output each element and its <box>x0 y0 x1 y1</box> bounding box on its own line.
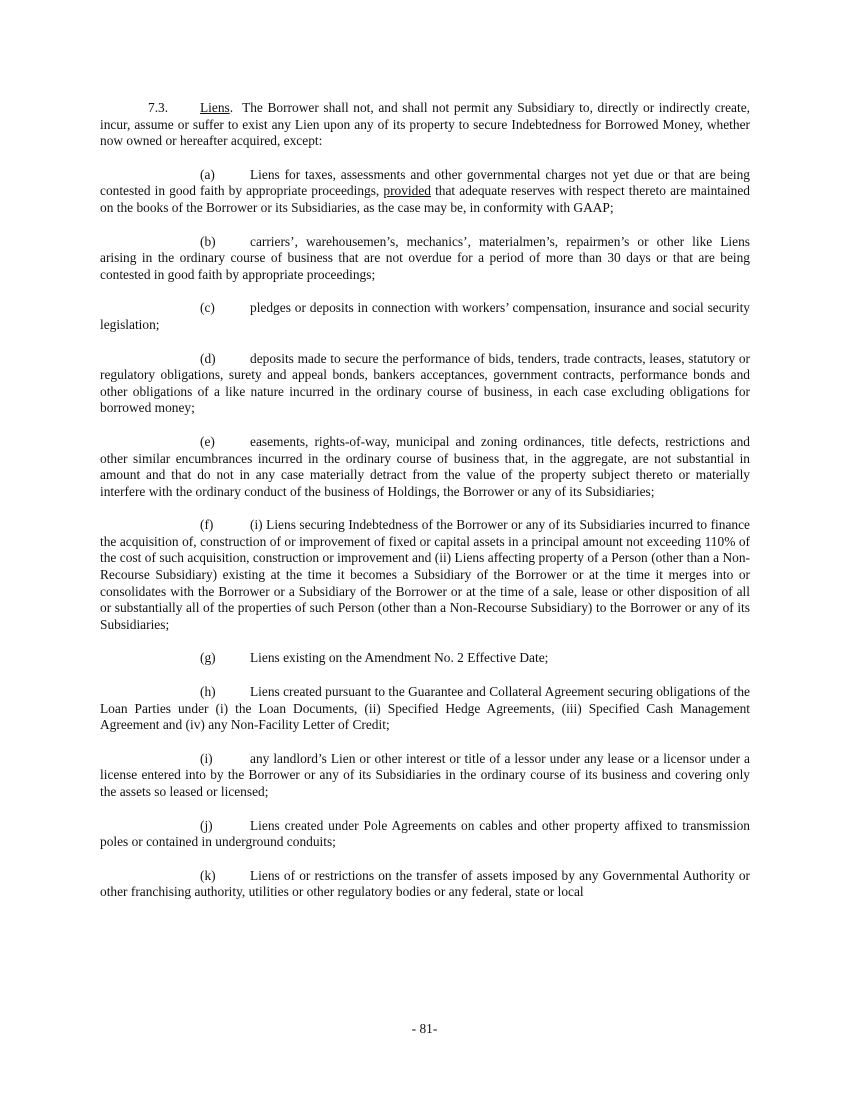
clause-j <box>100 818 750 851</box>
clause-j-text: Liens created under Pole Agreements on cables and other property affixed to transmission poles or contained in underground conduits; <box>100 817 750 850</box>
clause-c-label: (c) <box>200 300 215 316</box>
page-number: - 81- <box>411 1021 438 1036</box>
clause-b-label: (b) <box>200 233 216 249</box>
clause-g-text: Liens existing on the Amendment No. 2 Effective Date; <box>250 650 549 666</box>
clause-b-text: carriers’, warehousemen’s, mechanics’, materialmen’s, repairmen’s or other like Liens arising in the ordinary course of business that are not overdue for a period of more than 30 days or that are being contested in good faith by appropriate proceedings; <box>100 233 750 282</box>
document-page <box>100 100 750 918</box>
clause-a <box>100 167 750 217</box>
clause-k-label: (k) <box>200 867 216 883</box>
clause-i <box>100 751 750 801</box>
clause-k-text: Liens of or restrictions on the transfer of assets imposed by any Governmental Authority or other franchising authority, utilities or other regulatory bodies or any federal, state or local <box>100 867 750 900</box>
clause-g-label: (g) <box>200 650 216 666</box>
clause-d-label: (d) <box>200 350 216 366</box>
clause-h <box>100 684 750 734</box>
clause-a-label: (a) <box>200 166 215 182</box>
clause-c-text: pledges or deposits in connection with workers’ compensation, insurance and social security legislation; <box>100 300 750 332</box>
clause-e <box>100 434 750 500</box>
clause-f-text: (i) Liens securing Indebtedness of the Borrower or any of its Subsidiaries incurred to finance the acquisition of, construction of or improvement of fixed or capital assets in a principal amount not exceeding 110% of the cost of such acquisition, construction or improvement and (ii) Liens affecting property of a Person (other than a Non-Recourse Subsidiary) existing at the time it becomes a Subsidiary of the Borrower or at the time it merges into or consolidates with the Borrower or a Subsidiary of the Borrower or at the time of a sale, lease or other disposition of all or substantially all of the properties of such Person (other than a Non-Recourse Subsidiary) to the Borrower or any of its Subsidiaries; <box>100 517 750 632</box>
clause-g <box>100 650 750 667</box>
section-title: Liens <box>200 100 230 115</box>
clause-k <box>100 868 750 901</box>
clause-d <box>100 351 750 417</box>
clause-f <box>100 517 750 633</box>
clause-i-text: any landlord’s Lien or other interest or title of a lessor under any lease or a licensor under a license entered into by the Borrower or any of its Subsidiaries in the ordinary course of its business and covering only the assets so leased or licensed; <box>100 750 750 799</box>
clause-a-text-after: that adequate reserves with respect thereto are maintained on the books of the Borrower or its Subsidiaries, as the case may be, in conformity with GAAP; <box>100 183 750 215</box>
clause-e-label: (e) <box>200 433 215 449</box>
clause-i-label: (i) <box>200 750 213 766</box>
clause-e-text: easements, rights-of-way, municipal and zoning ordinances, title defects, restrictions and other similar encumbrances incurred in the ordinary course of business that, in the aggregate, are not substantial in amount and that do not in any case materially detract from the value of the property subject thereto or materially interfere with the ordinary conduct of the business of Holdings, the Borrower or any of its Subsidiaries; <box>100 433 750 499</box>
section-intro: The Borrower shall not, and shall not permit any Subsidiary to, directly or indirectly create, incur, assume or suffer to exist any Lien upon any of its property to secure Indebtedness for Borrowed Money, whether now owned or hereafter acquired, except: <box>100 100 750 149</box>
clause-j-label: (j) <box>200 817 213 833</box>
clause-a-text-before: Liens for taxes, assessments and other governmental charges not yet due or that are being contested in good faith by appropriate proceedings, <box>100 166 750 199</box>
section-7-3-paragraph <box>100 100 750 150</box>
section-title-period: . <box>229 100 234 115</box>
clause-b <box>100 234 750 284</box>
clause-c <box>100 300 750 333</box>
clause-f-label: (f) <box>200 517 214 533</box>
section-number: 7.3. <box>148 100 169 115</box>
clause-d-text: deposits made to secure the performance of bids, tenders, trade contracts, leases, statutory or regulatory obligations, surety and appeal bonds, bankers acceptances, government contracts, performance bonds and other obligations of a like nature incurred in the ordinary course of business, in each case excluding obligations for borrowed money; <box>100 350 750 416</box>
clause-h-text: Liens created pursuant to the Guarantee and Collateral Agreement securing obligations of the Loan Parties under (i) the Loan Documents, (ii) Specified Hedge Agreements, (iii) Specified Cash Management Agreement and (iv) any Non-Facility Letter of Credit; <box>100 684 750 733</box>
clause-a-provided: provided <box>383 183 431 199</box>
clause-h-label: (h) <box>200 684 216 700</box>
